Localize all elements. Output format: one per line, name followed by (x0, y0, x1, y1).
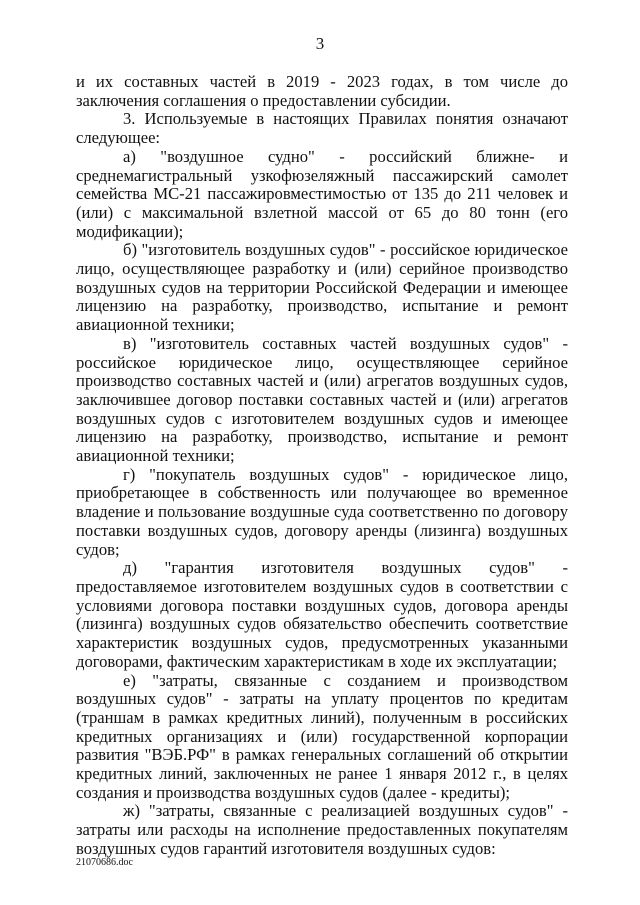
document-body (76, 73, 568, 859)
footer-filename: 21070686.doc (76, 857, 133, 868)
paragraph-definition-v: в) "изготовитель составных частей воздушных судов" - российское юридическое лицо, осуществляющее серийное производство составных частей и (или) агрегатов воздушных судов, заключившее договор поставки составных частей и (или) агрегатов воздушных судов с изготовителем воздушных судов и имеющее лицензию на разработку, производство, испытание и ремонт авиационной техники; (76, 333, 568, 466)
paragraph-continuation: и их составных частей в 2019 - 2023 годах, в том числе до заключения соглашения о предоставлении субсидии. (76, 72, 568, 110)
paragraph-definition-b: б) "изготовитель воздушных судов" - российское юридическое лицо, осуществляющее разработку и (или) серийное производство воздушных судов на территории Российской Федерации и имеющее лицензию на разработку, производство, испытание и ремонт авиационной техники; (76, 240, 568, 335)
paragraph-definitions-intro: 3. Используемые в настоящих Правилах понятия означают следующее: (76, 109, 568, 148)
page-number: 3 (315, 34, 325, 53)
paragraph-definition-e: е) "затраты, связанные с созданием и производством воздушных судов" - затраты на уплату процентов по кредитам (траншам в рамках кредитных линий), полученным в российских кредитных организациях и (или) государственной корпорации развития "ВЭБ.РФ" в рамках генеральных соглашений об открытии кредитных линий, заключенных не ранее 1 января 2012 г., в целях создания и производства воздушных судов (далее - кредиты); (76, 670, 568, 802)
paragraph-definition-a: а) "воздушное судно" - российский ближне- и среднемагистральный узкофюзеляжный пассажирский самолет семейства МС-21 пассажировместимостью от 135 до 211 человек и (или) с максимальной взлетной массой от 65 до 80 тонн (его модификации); (76, 146, 568, 241)
paragraph-definition-zh: ж) "затраты, связанные с реализацией воздушных судов" - затраты или расходы на исполнение предоставленных покупателям воздушных судов гарантий изготовителя воздушных судов: (76, 801, 568, 858)
paragraph-definition-d: д) "гарантия изготовителя воздушных судов" - предоставляемое изготовителем воздушных судов в соответствии с условиями договора поставки воздушных судов, договора аренды (лизинга) воздушных судов обязательство обеспечить соответствие характеристик воздушных судов, предусмотренных указанными договорами, фактическим характеристикам в ходе их эксплуатации; (76, 558, 568, 671)
paragraph-definition-g: г) "покупатель воздушных судов" - юридическое лицо, приобретающее в собственность или получающее во временное владение и пользование воздушные суда соответственно по договору поставки воздушных судов, договору аренды (лизинга) воздушных судов; (76, 464, 568, 559)
